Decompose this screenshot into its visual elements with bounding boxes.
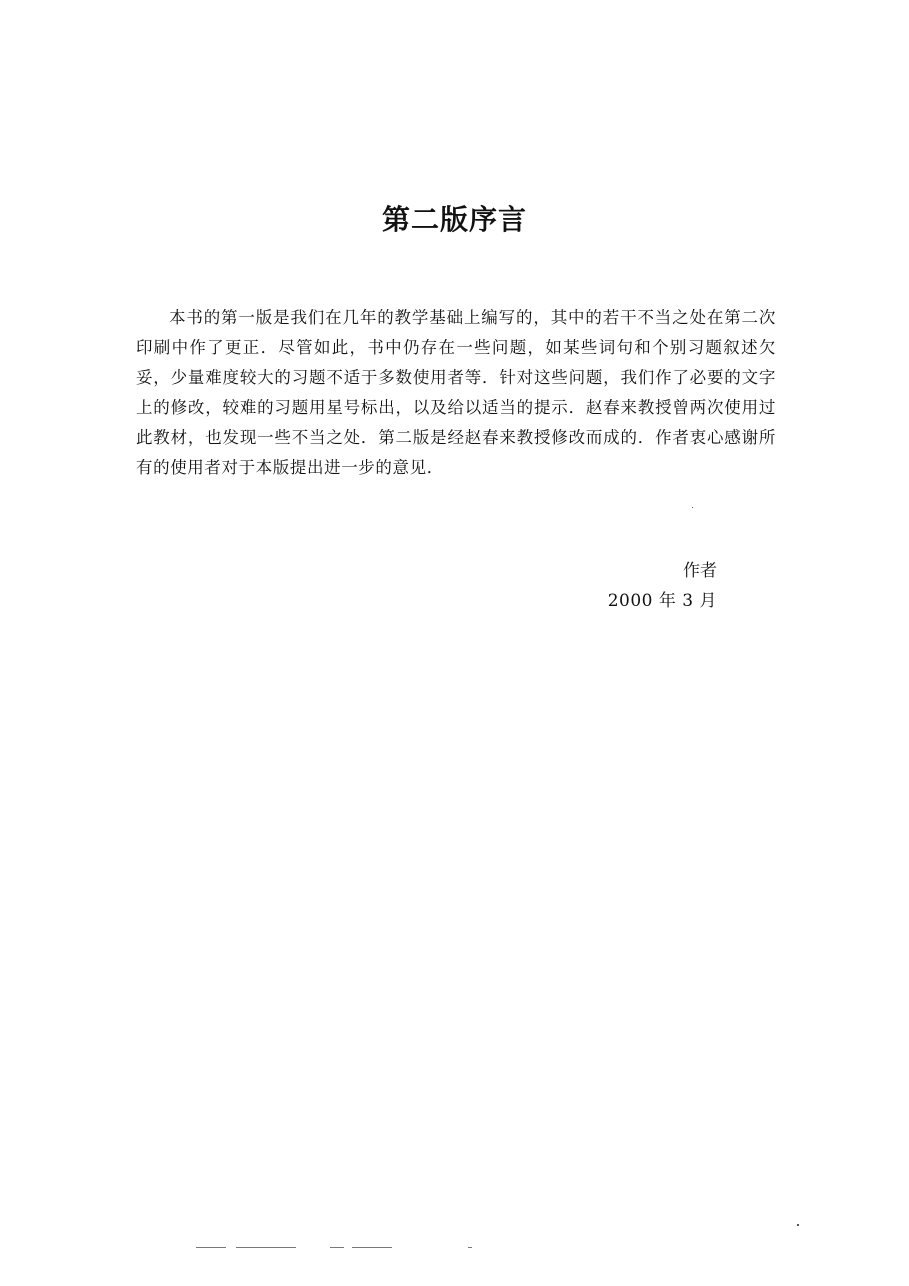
preface-paragraph: 本书的第一版是我们在几年的教学基础上编写的，其中的若干不当之处在第二次印刷中作了更正．尽管如此，书中仍存在一些问题，如某些词句和个别习题叙述欠妥，少量难度较大的习题不适于多数使用者等．针对这些问题，我们作了必要的文字上的修改，较难的习题用星号标出，以及给以适当的提示．赵春来教授曾两次使用过此教材，也发现一些不当之处．第二版是经赵春来教授修改而成的．作者衷心感谢所有的使用者对于本版提出进一步的意见． — [136, 308, 776, 477]
scan-noise-line — [196, 1247, 226, 1248]
signature-block — [608, 556, 717, 616]
scan-speck — [797, 1224, 799, 1226]
scan-noise-line — [352, 1247, 392, 1248]
scan-speck — [692, 507, 693, 508]
signature-author: 作者 — [683, 561, 717, 581]
scan-noise-line — [468, 1247, 472, 1248]
signature-date: 2000 年 3 月 — [607, 591, 717, 611]
scan-noise-line — [330, 1247, 344, 1248]
scan-noise-line — [236, 1247, 296, 1248]
page-title: 第二版序言 — [381, 203, 527, 236]
